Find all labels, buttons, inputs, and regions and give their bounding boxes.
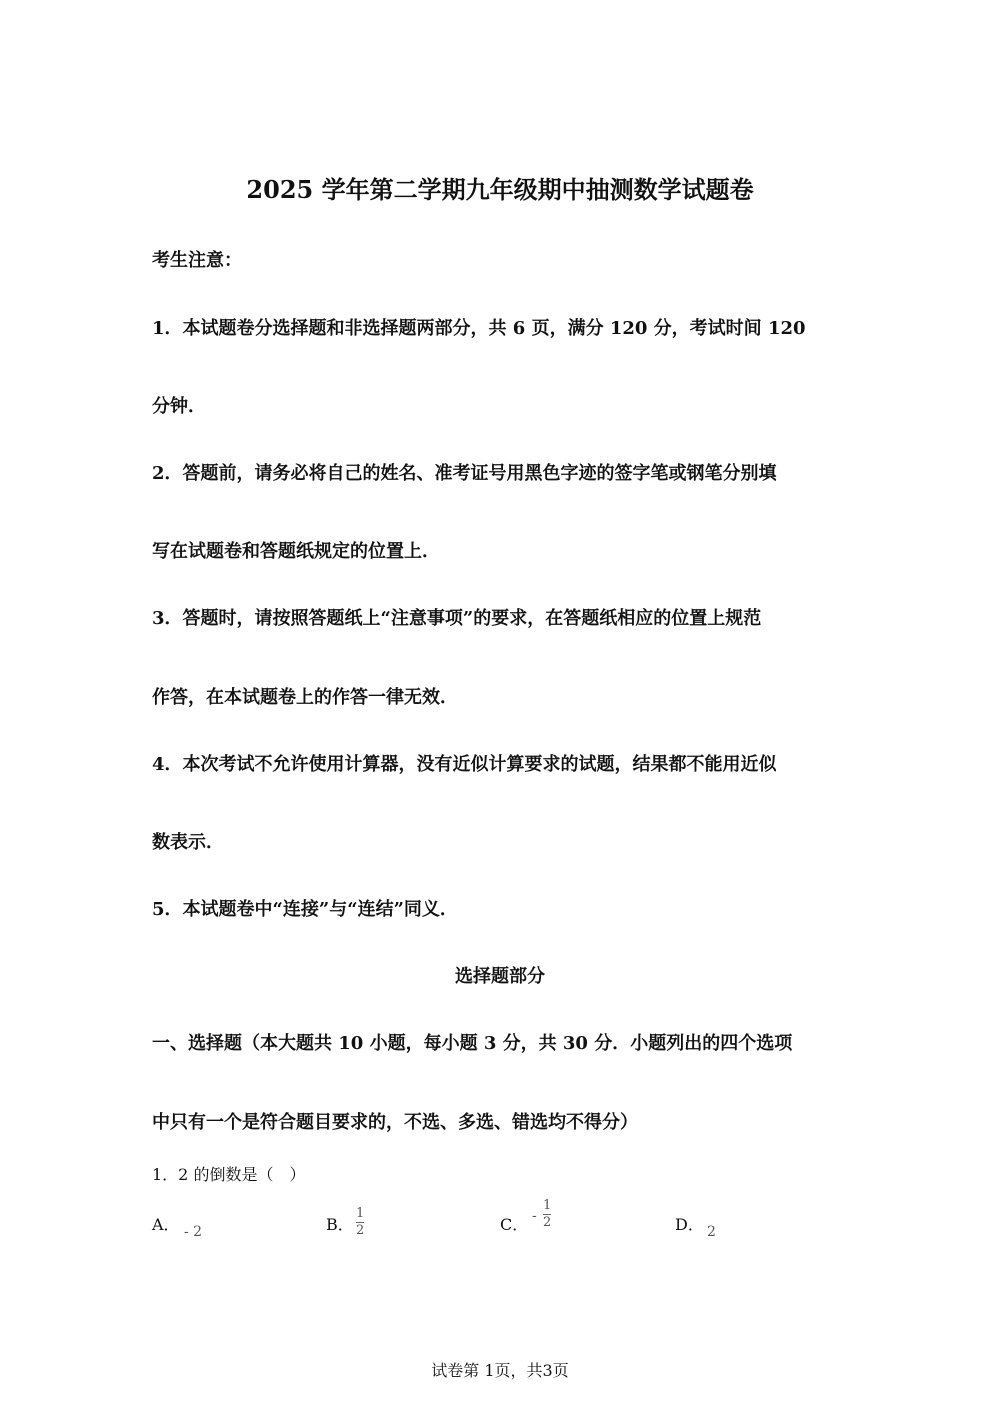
option-c-sign: - bbox=[532, 1208, 537, 1224]
notice-line: 3．答题时，请按照答题纸上“注意事项”的要求，在答题纸相应的位置上规范 bbox=[152, 608, 762, 629]
notice-line: 作答，在本试题卷上的作答一律无效． bbox=[152, 687, 458, 708]
option-b-fraction bbox=[356, 1207, 364, 1238]
option-c-label: C． bbox=[500, 1215, 529, 1234]
part-one-heading-cont: 中只有一个是符合题目要求的，不选、多选、错选均不得分） bbox=[152, 1112, 638, 1133]
option-c-numerator: 1 bbox=[543, 1198, 552, 1213]
notice-line: 2．答题前，请务必将自己的姓名、准考证号用黑色字迹的签字笔或钢笔分别填 bbox=[152, 463, 777, 484]
option-d[interactable] bbox=[675, 1212, 704, 1235]
section-heading: 选择题部分 bbox=[455, 966, 545, 987]
notice-heading: 考生注意： bbox=[152, 250, 242, 271]
notice-line: 数表示． bbox=[152, 832, 224, 853]
notice-line: 分钟． bbox=[152, 396, 206, 417]
question-1-stem: 1．2 的倒数是（ ） bbox=[152, 1165, 306, 1184]
option-d-value: 2 bbox=[707, 1224, 716, 1240]
page-footer: 试卷第 1页，共3页 bbox=[431, 1361, 569, 1380]
option-c[interactable] bbox=[500, 1212, 528, 1235]
option-a-value: - 2 bbox=[184, 1224, 203, 1240]
option-c-fraction bbox=[543, 1199, 551, 1230]
option-b-label: B． bbox=[326, 1215, 354, 1234]
notice-line: 5．本试题卷中“连接”与“连结”同义． bbox=[152, 899, 458, 920]
part-one-heading: 一、选择题（本大题共 10 小题，每小题 3 分，共 30 分．小题列出的四个选项 bbox=[152, 1033, 793, 1054]
option-d-label: D． bbox=[675, 1215, 704, 1234]
notice-line: 写在试题卷和答题纸规定的位置上． bbox=[152, 541, 440, 562]
exam-title: 2025 学年第二学期九年级期中抽测数学试题卷 bbox=[246, 175, 754, 204]
option-a-label: A． bbox=[152, 1215, 180, 1234]
option-c-denominator: 2 bbox=[543, 1215, 552, 1230]
option-b-denominator: 2 bbox=[356, 1223, 365, 1238]
notice-line: 1．本试题卷分选择题和非选择题两部分，共 6 页，满分 120 分，考试时间 120 bbox=[152, 318, 806, 339]
option-b-numerator: 1 bbox=[356, 1206, 365, 1221]
option-b[interactable] bbox=[326, 1212, 354, 1235]
notice-line: 4．本次考试不允许使用计算器，没有近似计算要求的试题，结果都不能用近似 bbox=[152, 754, 777, 775]
option-a[interactable] bbox=[152, 1212, 180, 1235]
